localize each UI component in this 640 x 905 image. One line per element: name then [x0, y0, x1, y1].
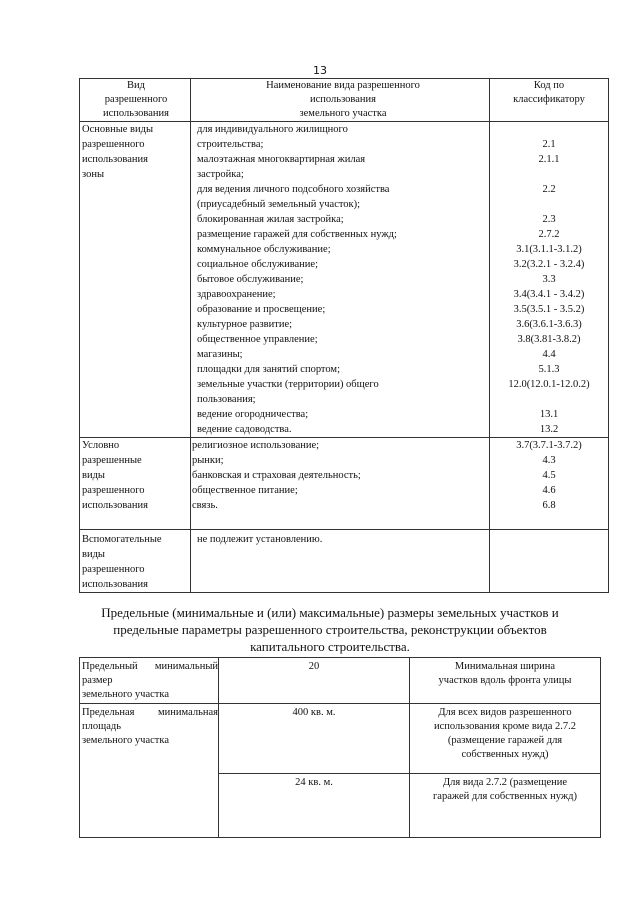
- heading-line: Предельные (минимальные и (или) максимальные) размеры земельных участков и: [101, 605, 559, 620]
- page-number: 13: [313, 64, 327, 77]
- use-item: ведение садоводства.: [197, 424, 292, 435]
- use-item: бытовое обслуживание;: [197, 274, 304, 285]
- header-text: Вид: [127, 80, 145, 91]
- use-item: размещение гаражей для собственных нужд;: [197, 229, 397, 240]
- auxiliary-uses-label: [80, 530, 191, 593]
- conditional-uses-codes: [490, 438, 609, 530]
- header-text: разрешенного: [104, 94, 168, 105]
- auxiliary-uses-codes: [490, 530, 609, 593]
- code-item: 3.4(3.4.1 - 3.4.2): [513, 289, 585, 300]
- use-item: блокированная жилая застройка;: [197, 214, 344, 225]
- conditional-uses-list: [191, 438, 490, 530]
- use-item: пользования;: [197, 394, 256, 405]
- label-line: Предельная минимальная площадь: [82, 707, 218, 732]
- header-use-type: [80, 79, 191, 122]
- code-item: 4.3: [542, 455, 556, 466]
- use-item: магазины;: [197, 349, 243, 360]
- code-item: 13.2: [539, 424, 559, 435]
- code-item: 6.8: [542, 500, 556, 511]
- label-line: Основные виды: [82, 124, 154, 135]
- value-text: 400 кв. м.: [292, 707, 336, 718]
- min-area-note: [410, 704, 601, 774]
- note-line: собственных нужд): [461, 749, 549, 760]
- code-item: 3.6(3.6.1-3.6.3): [516, 319, 582, 330]
- use-item: социальное обслуживание;: [197, 259, 318, 270]
- code-item: [490, 167, 608, 182]
- note-line: Для вида 2.7.2 (размещение: [442, 777, 568, 788]
- code-item: 3.7(3.7.1-3.7.2): [516, 440, 582, 451]
- use-item: связь.: [192, 500, 218, 511]
- label-line: использования: [82, 579, 148, 590]
- main-uses-label: [80, 122, 191, 438]
- code-item: 3.8(3.81-3.8.2): [517, 334, 581, 345]
- note-line: гаражей для собственных нужд): [433, 791, 577, 802]
- label-line: использования: [82, 154, 148, 165]
- main-uses-list: [191, 122, 490, 438]
- header-classifier-code: [490, 79, 609, 122]
- permitted-use-table: [79, 78, 609, 593]
- code-item: 2.1.1: [538, 154, 560, 165]
- min-size-label: [80, 658, 219, 704]
- auxiliary-uses-list: [191, 530, 490, 593]
- value-text: 20: [308, 661, 320, 672]
- label-line: разрешенного: [82, 564, 145, 575]
- use-item: строительства;: [197, 139, 264, 150]
- min-area-row: [80, 704, 601, 774]
- code-item: 2.3: [542, 214, 556, 225]
- note-line: участков вдоль фронта улицы: [438, 675, 572, 686]
- conditional-uses-row: [80, 438, 609, 530]
- note-line: использования кроме вида 2.7.2: [433, 721, 577, 732]
- code-item: 3.1(3.1.1-3.1.2): [516, 244, 582, 255]
- use-item: ведение огородничества;: [197, 409, 309, 420]
- header-text: земельного участка: [299, 108, 387, 119]
- code-item: 4.4: [542, 349, 556, 360]
- header-text: классификатору: [513, 94, 585, 105]
- code-item: 12.0(12.0.1-12.0.2): [508, 379, 590, 390]
- code-item: 2.7.2: [538, 229, 560, 240]
- main-uses-codes: [490, 122, 609, 438]
- use-item: здравоохранение;: [197, 289, 276, 300]
- auxiliary-uses-row: [80, 530, 609, 593]
- value-text: 24 кв. м.: [295, 777, 333, 788]
- conditional-uses-label: [80, 438, 191, 530]
- code-item: 5.1.3: [538, 364, 560, 375]
- main-uses-row: [80, 122, 609, 438]
- header-use-name: [191, 79, 490, 122]
- code-item: 3.2(3.2.1 - 3.2.4): [513, 259, 585, 270]
- code-item: [490, 122, 608, 137]
- limits-table: [79, 657, 601, 838]
- use-item: малоэтажная многоквартирная жилая: [197, 154, 366, 165]
- use-item: рынки;: [192, 455, 224, 466]
- code-item: 3.5(3.5.1 - 3.5.2): [513, 304, 585, 315]
- garage-area-value: [219, 774, 410, 838]
- code-item: 3.3: [542, 274, 556, 285]
- use-item: не подлежит установлению.: [197, 534, 323, 545]
- use-item: застройка;: [197, 169, 244, 180]
- code-item: 4.5: [542, 470, 556, 481]
- label-line: Предельный минимальный размер: [82, 661, 218, 686]
- code-item: [490, 197, 608, 212]
- min-size-note: [410, 658, 601, 704]
- use-item: образование и просвещение;: [197, 304, 326, 315]
- label-line: использования: [82, 500, 148, 511]
- label-line: разрешенного: [82, 139, 145, 150]
- heading-line: предельные параметры разрешенного строительства, реконструкции объектов: [113, 622, 547, 637]
- table-header-row: [80, 79, 609, 122]
- code-item: 4.6: [542, 485, 556, 496]
- use-item: религиозное использование;: [192, 440, 320, 451]
- use-item: земельные участки (территории) общего: [197, 379, 379, 390]
- label-line: виды: [82, 470, 105, 481]
- label-line: разрешенные: [82, 455, 142, 466]
- code-item: [490, 392, 608, 407]
- header-text: Наименование вида разрешенного: [266, 80, 420, 91]
- use-item: общественное управление;: [197, 334, 318, 345]
- use-item: общественное питание;: [192, 485, 298, 496]
- label-line: Вспомогательные: [82, 534, 162, 545]
- min-area-label: [80, 704, 219, 838]
- label-line: земельного участка: [82, 689, 169, 700]
- header-text: использования: [103, 108, 169, 119]
- code-item: 2.1: [542, 139, 556, 150]
- label-line: виды: [82, 549, 105, 560]
- label-line: разрешенного: [82, 485, 145, 496]
- use-item: для индивидуального жилищного: [197, 124, 348, 135]
- use-item: площадки для занятий спортом;: [197, 364, 340, 375]
- min-area-value: [219, 704, 410, 774]
- label-line: зоны: [82, 169, 105, 180]
- code-item: 2.2: [542, 184, 556, 195]
- use-item: для ведения личного подсобного хозяйства: [197, 184, 390, 195]
- note-line: Для всех видов разрешенного: [438, 707, 572, 718]
- label-line: Условно: [82, 440, 120, 451]
- use-item: (приусадебный земельный участок);: [197, 199, 361, 210]
- header-text: Код по: [533, 80, 565, 91]
- garage-area-note: [410, 774, 601, 838]
- note-line: Минимальная ширина: [454, 661, 556, 672]
- limits-heading: [60, 604, 600, 655]
- use-item: коммунальное обслуживание;: [197, 244, 331, 255]
- heading-line: капитального строительства.: [250, 639, 410, 654]
- note-line: (размещение гаражей для: [447, 735, 563, 746]
- code-item: 13.1: [539, 409, 559, 420]
- header-text: использования: [310, 94, 376, 105]
- label-line: земельного участка: [82, 735, 169, 746]
- min-size-value: [219, 658, 410, 704]
- use-item: банковская и страховая деятельность;: [192, 470, 361, 481]
- use-item: культурное развитие;: [197, 319, 293, 330]
- min-size-row: [80, 658, 601, 704]
